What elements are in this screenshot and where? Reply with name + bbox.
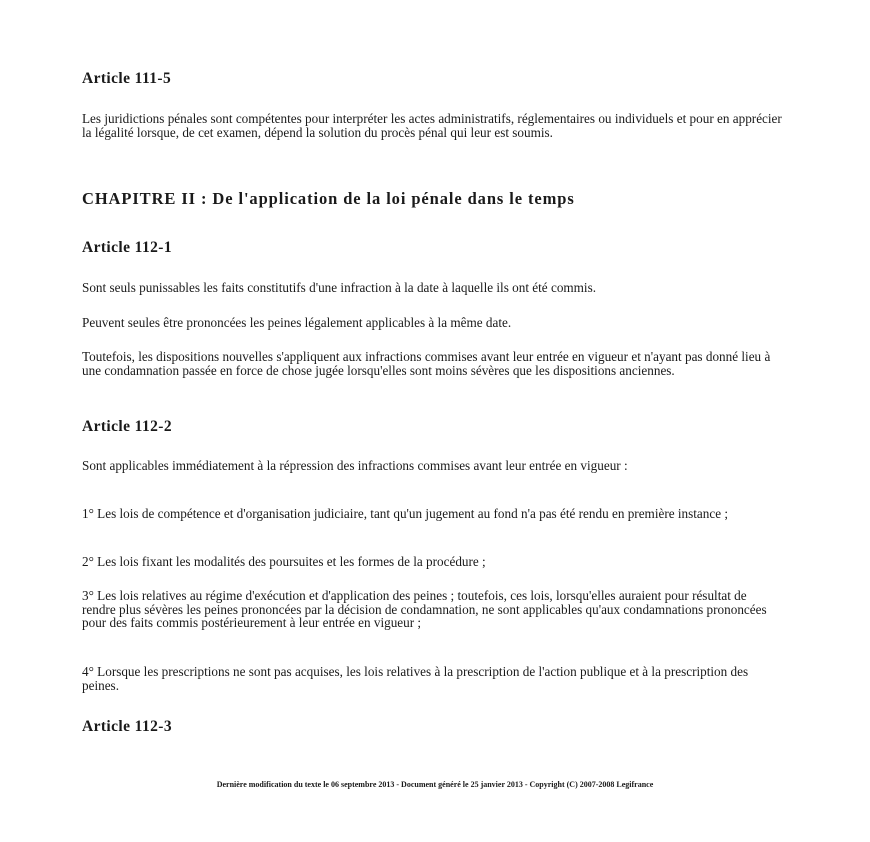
article-112-1-paragraph-3: Toutefois, les dispositions nouvelles s'appliquent aux infractions commises avant leur entrée en vigueur et n'ayant pas donné lieu à une condamnation passée en force de chose jugée lorsqu'elles sont moins sévères que les dispositions anciennes. <box>82 349 771 378</box>
article-112-3-title: Article 112-3 <box>82 718 172 735</box>
article-112-2-title: Article 112-2 <box>82 418 172 435</box>
article-112-1-paragraph-1: Sont seuls punissables les faits constitutifs d'une infraction à la date à laquelle ils ont été commis. <box>82 280 597 295</box>
page-footer: Dernière modification du texte le 06 septembre 2013 - Document généré le 25 janvier 2013 - Copyright (C) 2007-2008 Legifrance <box>216 780 654 789</box>
article-112-2-paragraph-4: 3° Les lois relatives au régime d'exécution et d'application des peines ; toutefois, ces lois, lorsqu'elles auraient pour résultat de rendre plus sévères les peines prononcées par la décision de condamnation, ne sont applicables qu'aux condamnations prononcées pour des faits commis postérieurement à leur entrée en vigueur ; <box>82 588 767 631</box>
article-111-5-paragraph: Les juridictions pénales sont compétentes pour interpréter les actes administratifs, réglementaires ou individuels et pour en apprécier la légalité lorsque, de cet examen, dépend la solution du procès pénal qui leur est soumis. <box>82 111 782 140</box>
article-112-1-title: Article 112-1 <box>82 239 172 256</box>
chapter-title: CHAPITRE II : De l'application de la loi pénale dans le temps <box>82 189 575 208</box>
article-111-5-title: Article 111-5 <box>82 70 172 87</box>
article-112-2-paragraph-1: Sont applicables immédiatement à la répression des infractions commises avant leur entrée en vigueur : <box>82 458 628 473</box>
article-112-2-paragraph-2: 1° Les lois de compétence et d'organisation judiciaire, tant qu'un jugement au fond n'a pas été rendu en première instance ; <box>82 506 729 521</box>
article-112-2-paragraph-3: 2° Les lois fixant les modalités des poursuites et les formes de la procédure ; <box>82 554 486 569</box>
article-112-1-paragraph-2: Peuvent seules être prononcées les peines légalement applicables à la même date. <box>82 315 512 330</box>
article-112-2-paragraph-5: 4° Lorsque les prescriptions ne sont pas acquises, les lois relatives à la prescription de l'action publique et à la prescription des peines. <box>82 664 749 693</box>
